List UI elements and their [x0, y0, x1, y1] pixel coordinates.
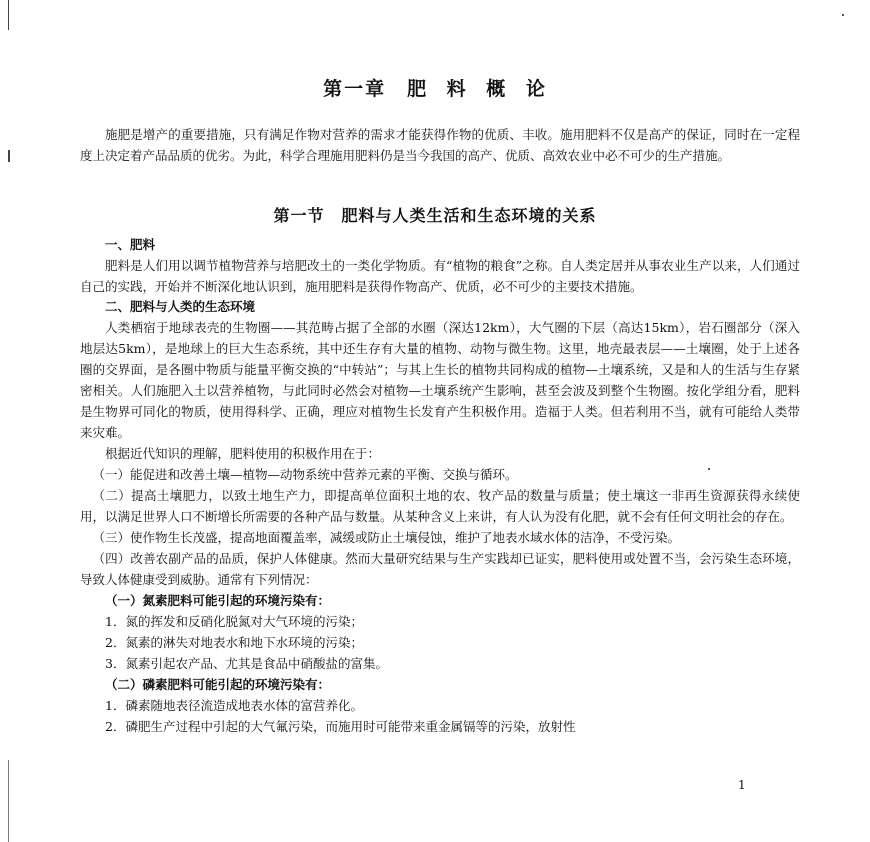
page-number: 1	[738, 778, 746, 792]
intro-block	[80, 124, 800, 166]
heading-environment: 二、肥料与人类的生态环境	[105, 299, 256, 314]
nitrogen-list-item: 2．氮素的淋失对地表水和地下水环境的污染；	[105, 635, 363, 650]
paragraph-effects-intro: 根据近代知识的理解，肥料使用的积极作用在于：	[105, 446, 381, 461]
effect-item: （四）改善农副产品的品质，保护人体健康。然而大量研究结果与生产实践却已证实，肥料使用或处置不当，会污染生态环境，导致人体健康受到威胁。通常有下列情况：	[80, 551, 800, 587]
phosphorus-heading: （二）磷素肥料可能引起的环境污染有：	[105, 677, 331, 692]
nitrogen-heading: （一）氮素肥料可能引起的环境污染有：	[105, 593, 331, 608]
scan-artifact	[8, 0, 9, 30]
effect-item: （三）使作物生长茂盛，提高地面覆盖率，减缓或防止土壤侵蚀，维护了地表水域水体的洁净，不受污染。	[92, 530, 681, 545]
paragraph-environment: 人类栖宿于地球表壳的生物圈——其范畴占据了全部的水圈（深达12km），大气圈的下层（高达15km），岩石圈部分（深入地层达5km），是地球上的巨大生态系统，其中还生存有大量的植物、动物与微生物。这里，地壳最表层——土壤圈，处于上述各圈的交界面，是各圈中物质与能量平衡交换的“中转站”；与其上生长的植物共同构成的植物—土壤系统，又是和人的生活与生存紧密相关。人们施肥入土以营养植物，与此同时必然会对植物—土壤系统产生影响，甚至会波及到整个生物圈。按化学组分看，肥料是生物界可同化的物质，使用得科学、正确，理应对植物生长发育产生积极作用。造福于人类。但若利用不当，就有可能给人类带来灾难。	[80, 320, 800, 440]
nitrogen-list-item: 1．氮的挥发和反硝化脱氮对大气环境的污染；	[105, 614, 363, 629]
main-content	[80, 235, 800, 737]
phosphorus-list-item: 1．磷素随地表径流造成地表水体的富营养化。	[105, 698, 363, 713]
section-title: 第一节 肥料与人类生活和生态环境的关系	[273, 206, 597, 225]
intro-paragraph: 施肥是增产的重要措施，只有满足作物对营养的需求才能获得作物的优质、丰收。施用肥料不仅是高产的保证，同时在一定程度上决定着产品品质的优劣。为此，科学合理施用肥料仍是当今我国的高产、优质、高效农业中必不可少的生产措施。	[80, 127, 800, 163]
effect-item: （一）能促进和改善土壤—植物—动物系统中营养元素的平衡、交换与循环。	[92, 467, 518, 482]
heading-fertilizer: 一、肥料	[105, 237, 156, 252]
effect-item: （二）提高土壤肥力，以致土地生产力，即提高单位面积土地的农、牧产品的数量与质量；使土壤这一非再生资源获得永续使用，以满足世界人口不断增长所需要的各种产品与数量。从某种含义上来讲，有人认为没有化肥，就不会有任何文明社会的存在。	[80, 488, 800, 524]
chapter-title: 第一章 肥 料 概 论	[323, 78, 547, 100]
nitrogen-list-item: 3．氮素引起农产品、尤其是食品中硝酸盐的富集。	[105, 656, 388, 671]
scan-speck	[842, 14, 844, 16]
phosphorus-list-item: 2．磷肥生产过程中引起的大气氟污染，而施用时可能带来重金属镉等的污染，放射性	[105, 719, 576, 734]
scan-artifact	[8, 150, 10, 162]
scan-artifact	[8, 760, 9, 842]
paragraph-fertilizer: 肥料是人们用以调节植物营养与培肥改土的一类化学物质。有“植物的粮食”之称。自人类定居并从事农业生产以来，人们通过自己的实践，开始并不断深化地认识到，施用肥料是获得作物高产、优质，必不可少的主要技术措施。	[80, 258, 800, 294]
